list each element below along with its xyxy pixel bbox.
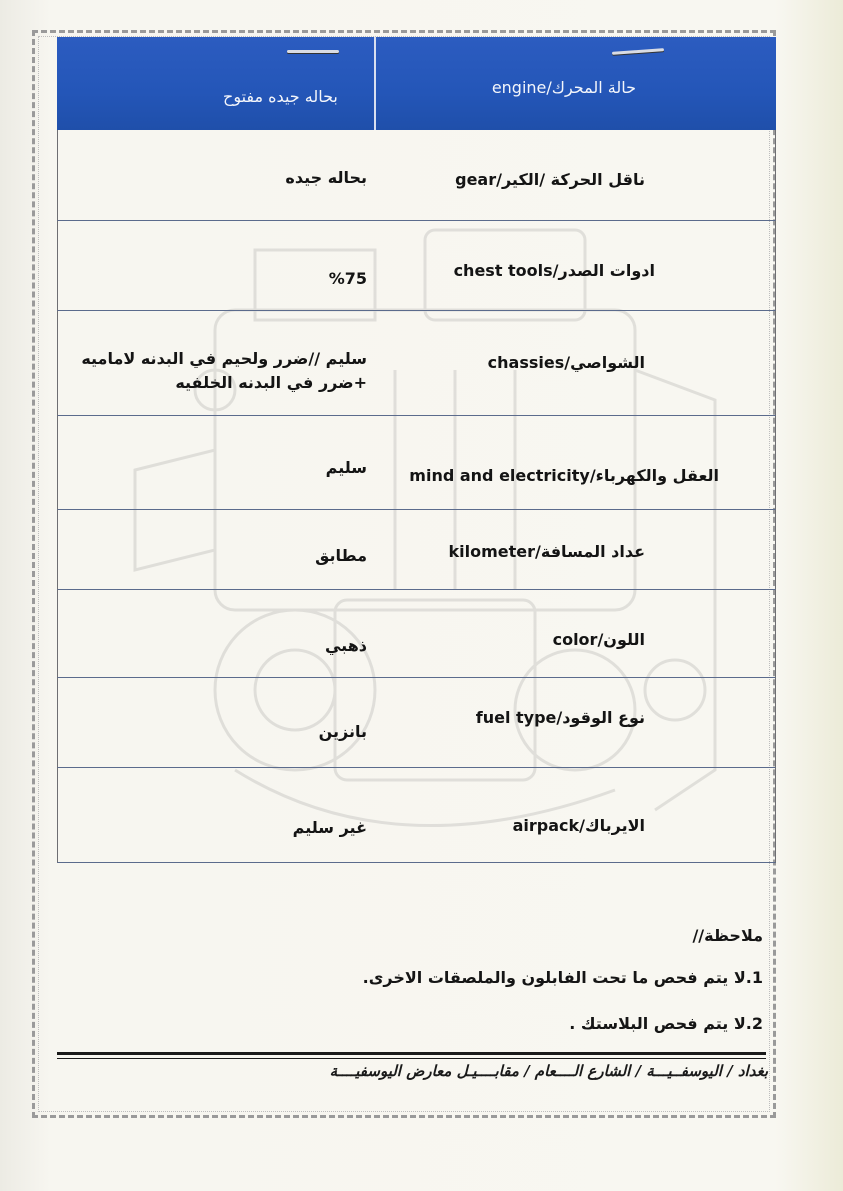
row-value-line1: سليم //ضرر ولحيم في البدنه لاماميه xyxy=(81,349,367,368)
staple-icon xyxy=(612,48,664,55)
table-row xyxy=(57,221,776,311)
footer-rule xyxy=(57,1052,766,1055)
table-row xyxy=(57,130,776,221)
row-value-line2: +ضرر في البدنه الخلفيه xyxy=(175,373,367,392)
note-item: 1.لا يتم فحص ما تحت الفابلون والملصقات الاخرى. xyxy=(362,968,763,987)
table-row xyxy=(57,416,776,510)
row-label: ناقل الحركة /الكير/gear xyxy=(455,170,645,189)
notes-title: ملاحظة// xyxy=(692,926,763,945)
header-label: حالة المحرك/engine xyxy=(491,78,636,97)
row-label: العقل والكهرباء/mind and electricity xyxy=(409,466,719,485)
table-header-row xyxy=(57,37,776,130)
header-value: بحاله جيده مفتوح xyxy=(223,87,338,106)
note-item: 2.لا يتم فحص البلاستك . xyxy=(569,1014,763,1033)
row-value: بحاله جيده xyxy=(285,168,367,187)
row-value: ذهبي xyxy=(324,636,367,655)
row-label: عداد المسافة/kilometer xyxy=(448,542,645,561)
row-value: مطابق xyxy=(315,546,367,565)
row-label: الشواصي/chassies xyxy=(487,353,645,372)
row-value: سليم xyxy=(325,458,367,477)
row-value: غير سليم xyxy=(292,818,367,837)
header-divider xyxy=(374,37,376,130)
table-row xyxy=(57,678,776,768)
row-label: ادوات الصدر/chest tools xyxy=(453,261,655,280)
row-value: بانزين xyxy=(318,722,367,741)
table-row xyxy=(57,311,776,416)
row-label: الايرباك/airpack xyxy=(512,816,645,835)
staple-icon xyxy=(287,50,339,53)
footer-address: بغداد / اليوسفــيـــة / الشارع الــــعام / مقابــــيـل معارض اليوسفيــــة xyxy=(329,1062,768,1080)
table-row xyxy=(57,590,776,678)
row-value: %75 xyxy=(328,269,367,288)
table-row xyxy=(57,510,776,590)
table-row xyxy=(57,768,776,863)
row-label: اللون/color xyxy=(552,630,645,649)
row-label: نوع الوقود/fuel type xyxy=(475,708,645,727)
footer-rule-thin xyxy=(57,1058,766,1059)
